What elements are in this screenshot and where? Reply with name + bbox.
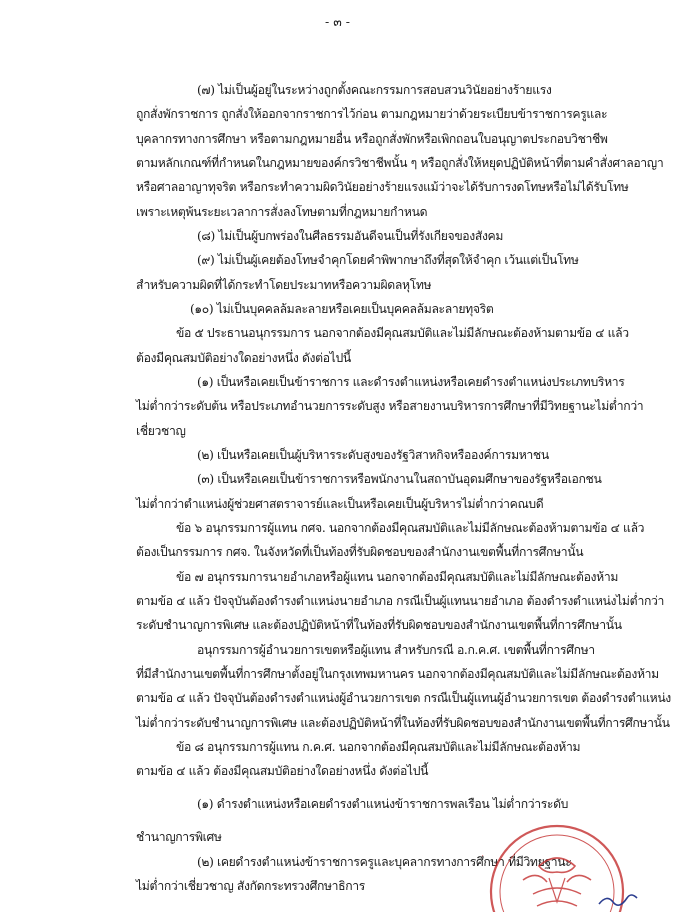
- text-line: ระดับชำนาญการพิเศษ และต้องปฏิบัติหน้าที่ในท้องที่รับผิดชอบของสำนักงานเขตพื้นที่การศึกษานั้น: [136, 618, 622, 632]
- text-line: ข้อ ๕ ประธานอนุกรรมการ นอกจากต้องมีคุณสมบัติและไม่มีลักษณะต้องห้ามตามข้อ ๔ แล้ว: [176, 326, 629, 340]
- text-line: (๑๐) ไม่เป็นบุคคลล้มละลายหรือเคยเป็นบุคคลล้มละลายทุจริต: [190, 302, 494, 316]
- text-line: ตามข้อ ๔ แล้ว ต้องมีคุณสมบัติอย่างใดอย่างหนึ่ง ดังต่อไปนี้: [136, 764, 429, 778]
- text-line: ต้องเป็นกรรมการ กศจ. ในจังหวัดที่เป็นท้องที่รับผิดชอบของสำนักงานเขตพื้นที่การศึกษานั้น: [136, 545, 584, 559]
- text-line: ข้อ ๘ อนุกรรมการผู้แทน ก.ค.ศ. นอกจากต้องมีคุณสมบัติและไม่มีลักษณะต้องห้าม: [176, 740, 581, 754]
- text-line: (๑) เป็นหรือเคยเป็นข้าราชการ และดำรงตำแหน่งหรือเคยดำรงตำแหน่งประเภทบริหาร: [197, 375, 625, 389]
- text-line: ถูกสั่งพักราชการ ถูกสั่งให้ออกจากราชการไว้ก่อน ตามกฎหมายว่าด้วยระเบียบข้าราชการครูและ: [136, 107, 608, 121]
- text-line: ตามข้อ ๔ แล้ว ปัจจุบันต้องดำรงตำแหน่งนายอำเภอ กรณีเป็นผู้แทนนายอำเภอ ต้องดำรงตำแหน่งไม่ต่ำกว่า: [136, 594, 664, 608]
- text-line: (๙) ไม่เป็นผู้เคยต้องโทษจำคุกโดยคำพิพากษาถึงที่สุดให้จำคุก เว้นแต่เป็นโทษ: [197, 253, 579, 267]
- svg-text:ฺ: ฺ: [478, 848, 485, 856]
- text-line: ไม่ต่ำกว่าเชี่ยวชาญ สังกัดกระทรวงศึกษาธิการ: [136, 879, 365, 893]
- text-line: (๑) ดำรงตำแหน่งหรือเคยดำรงตำแหน่งข้าราชการพลเรือน ไม่ต่ำกว่าระดับ: [197, 797, 569, 811]
- text-line: ไม่ต่ำกว่าตำแหน่งผู้ช่วยศาสตราจารย์และเป็นหรือเคยเป็นผู้บริหารไม่ต่ำกว่าคณบดี: [136, 497, 544, 511]
- text-line: ข้อ ๗ อนุกรรมการนายอำเภอหรือผู้แทน นอกจากต้องมีคุณสมบัติและไม่มีลักษณะต้องห้าม: [176, 570, 619, 584]
- text-line: ตามหลักเกณฑ์ที่กำหนดในกฎหมายของค์กรวิชาชีพนั้น ๆ หรือถูกสั่งให้หยุดปฏิบัติหน้าที่ตามคำสั่งศาลอาญา: [136, 156, 664, 170]
- handwritten-signature: [599, 895, 637, 905]
- text-line: บุคลากรทางการศึกษา หรือตามกฎหมายอื่น หรือถูกสั่งพักหรือเพิกถอนใบอนุญาตประกอบวิชาชีพ: [136, 132, 608, 146]
- text-line: ข้อ ๖ อนุกรรมการผู้แทน กศจ. นอกจากต้องมีคุณสมบัติและไม่มีลักษณะต้องห้ามตามข้อ ๔ แล้ว: [176, 521, 645, 535]
- text-line: หรือศาลอาญาทุจริต หรือกระทำความผิดวินัยอย่างร้ายแรงแม้ว่าจะได้รับการงดโทษหรือไม่ได้รับโทษ: [136, 180, 629, 194]
- text-line: เชี่ยวชาญ: [136, 424, 186, 438]
- text-line: ที่มีสำนักงานเขตพื้นที่การศึกษาตั้งอยู่ในกรุงเทพมหานคร นอกจากต้องมีคุณสมบัติและไม่มีลักษณะต้องห้าม: [136, 667, 659, 681]
- text-line: อนุกรรมการผู้อำนวยการเขตหรือผู้แทน สำหรับกรณี อ.ก.ค.ศ. เขตพื้นที่การศึกษา: [197, 643, 595, 657]
- text-line: ชำนาญการพิเศษ: [136, 830, 222, 844]
- text-line: ต้องมีคุณสมบัติอย่างใดอย่างหนึ่ง ดังต่อไปนี้: [136, 351, 351, 365]
- text-line: (๗) ไม่เป็นผู้อยู่ในระหว่างถูกตั้งคณะกรรมการสอบสวนวินัยอย่างร้ายแรง: [197, 83, 552, 97]
- text-line: ไม่ต่ำกว่าระดับชำนาญการพิเศษ และต้องปฏิบัติหน้าที่ในท้องที่รับผิดชอบของสำนักงานเขตพื้นที่การศึกษานั้น: [136, 716, 670, 730]
- text-line: (๓) เป็นหรือเคยเป็นข้าราชการหรือพนักงานในสถาบันอุดมศึกษาของรัฐหรือเอกชน: [197, 472, 602, 486]
- text-line: (๒) เป็นหรือเคยเป็นผู้บริหารระดับสูงของรัฐวิสาหกิจหรือองค์การมหาชน: [197, 448, 549, 462]
- text-line: เพราะเหตุพ้นระยะเวลาการสั่งลงโทษตามที่กฎหมายกำหนด: [136, 205, 428, 219]
- text-line: สำหรับความผิดที่ได้กระทำโดยประมาทหรือความผิดลหุโทษ: [136, 278, 432, 292]
- text-line: ตามข้อ ๔ แล้ว ปัจจุบันต้องดำรงตำแหน่งผู้อำนวยการเขต กรณีเป็นผู้แทนผู้อำนวยการเขต ต้องดำรงตำแหน่ง: [136, 691, 671, 705]
- text-line: (๒) เคยดำรงตำแหน่งข้าราชการครูและบุคลากรทางการศึกษา ที่มีวิทยฐานะ: [197, 855, 572, 869]
- page-number: - ๓ -: [325, 14, 350, 29]
- text-line: ไม่ต่ำกว่าระดับต้น หรือประเภทอำนวยการระดับสูง หรือสายงานบริหารการศึกษาที่มีวิทยฐานะไม่ต่ำกว่า: [136, 399, 644, 413]
- text-line: (๘) ไม่เป็นผู้บกพร่องในศีลธรรมอันดีจนเป็นที่รังเกียจของสังคม: [197, 229, 504, 243]
- official-seal: [478, 812, 647, 912]
